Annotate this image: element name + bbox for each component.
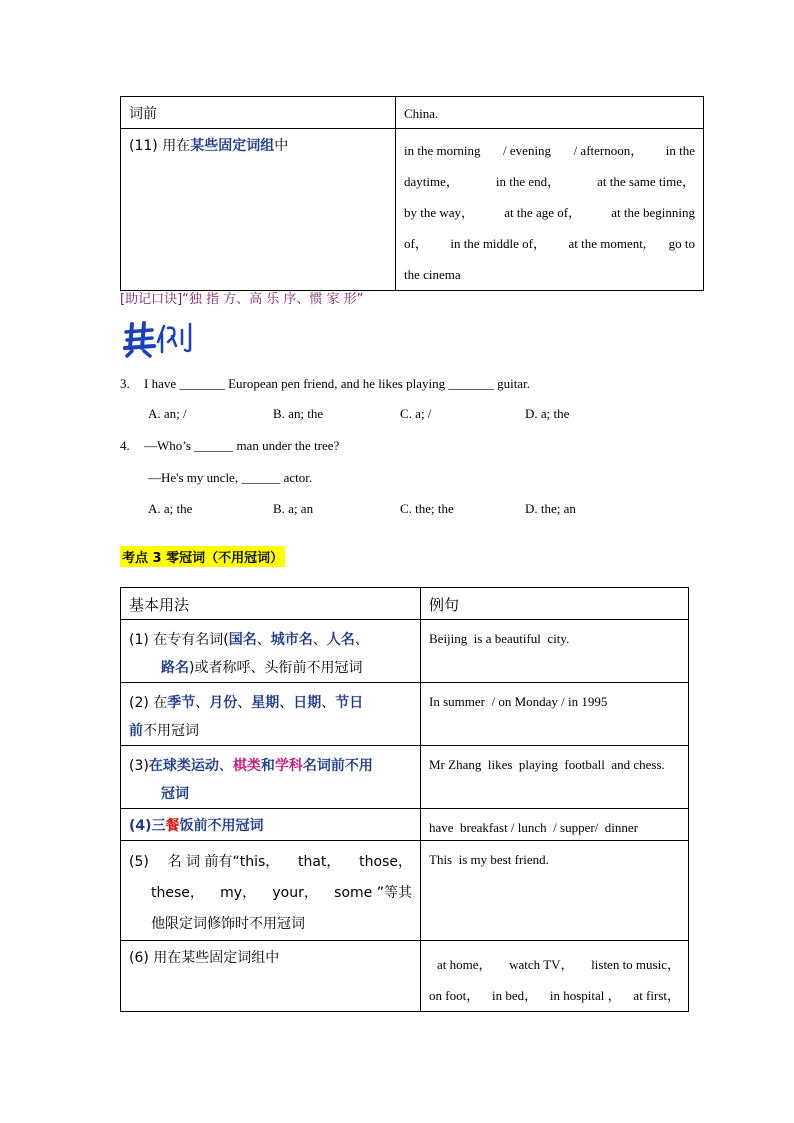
phrase: in the middle of， <box>450 236 547 251</box>
example-line <box>429 980 680 1011</box>
phrase: in the <box>665 143 695 158</box>
table-cell <box>121 620 421 683</box>
header-usage: 基本用法 <box>129 596 190 614</box>
table-row <box>121 620 689 683</box>
option-c[interactable]: C. a; / <box>400 406 432 421</box>
example-logo-icon <box>122 318 202 358</box>
example-line <box>404 228 695 259</box>
phrase: the cinema <box>404 267 461 282</box>
text: your， <box>272 885 318 901</box>
header-example: 例句 <box>429 596 460 614</box>
phrase: at home， <box>437 957 492 972</box>
mnemonic-label: [助记口诀] <box>120 292 183 307</box>
keyword: 冠词 <box>161 786 189 802</box>
keyword: (4) <box>129 818 152 834</box>
usage-line <box>129 909 412 940</box>
text: 他限定词修饰时不用冠词 <box>151 916 305 932</box>
text: those， <box>359 854 412 870</box>
phrase: at first， <box>633 988 680 1003</box>
keyword: 饭前不用冠词 <box>179 818 264 834</box>
keyword: 月份 <box>209 695 238 711</box>
question-3 <box>120 376 720 430</box>
text: 、 <box>237 695 252 711</box>
usage-text: (6) 用在某些固定词组中 <box>129 950 280 966</box>
keyword: 名词前不用 <box>302 758 373 774</box>
usage-text <box>129 847 412 940</box>
table-row <box>121 841 689 941</box>
example-lines <box>404 135 695 290</box>
text: 、 <box>354 632 369 648</box>
example-line <box>404 166 695 197</box>
table-cell <box>121 97 396 129</box>
mnemonic-text: “独 指 方、高 乐 序、惯 家 形” <box>182 292 364 307</box>
table-cell <box>396 97 704 129</box>
phrase: of， <box>404 236 428 251</box>
text: some ”等其 <box>334 885 412 901</box>
usage-line <box>129 626 412 654</box>
phrase: in bed， <box>491 988 538 1003</box>
usage-suffix: 中 <box>274 138 289 154</box>
table-cell <box>396 129 704 291</box>
example-text: This is my best friend. <box>429 852 549 867</box>
text: that， <box>297 854 341 870</box>
phrase: at the same time， <box>597 174 695 189</box>
usage-text: 词前 <box>129 106 157 122</box>
table-header-cell <box>421 588 689 620</box>
table-cell <box>121 129 396 291</box>
usage-line <box>129 752 412 780</box>
table-row <box>121 683 689 746</box>
text: 、 <box>256 632 271 648</box>
usage-line <box>129 654 412 682</box>
phrase: in the end， <box>495 174 561 189</box>
example-text: Mr Zhang likes playing football and chess. <box>429 757 665 772</box>
phrase: at the beginning <box>611 205 695 220</box>
text: 不用冠词 <box>143 723 199 739</box>
question-stem-2 <box>120 470 720 494</box>
keyword: 路名 <box>161 660 189 676</box>
keyword: 前 <box>129 723 143 739</box>
example-logo <box>122 318 202 358</box>
table-cell <box>121 746 421 809</box>
keyword: 三 <box>151 818 166 834</box>
keyword: 城市名 <box>270 632 313 648</box>
usage-line <box>129 689 412 717</box>
option-b[interactable]: B. a; an <box>273 501 314 516</box>
question-text: —He's my uncle, ______ actor. <box>148 470 313 485</box>
example-text: In summer / on Monday / in 1995 <box>429 694 608 709</box>
text: (1) 在专有名词( <box>129 632 229 648</box>
table-cell <box>421 746 689 809</box>
text: 、 <box>321 695 336 711</box>
phrase: in the morning <box>404 143 481 158</box>
usage-line <box>129 847 412 878</box>
option-d[interactable]: D. the; an <box>525 501 576 516</box>
keyword: 国名 <box>228 632 257 648</box>
phrase: watch TV， <box>509 957 574 972</box>
table-header-cell <box>121 588 421 620</box>
text: my， <box>220 885 257 901</box>
text: 、 <box>218 758 233 774</box>
table-cell <box>421 683 689 746</box>
option-c[interactable]: C. the; the <box>400 501 454 516</box>
text: )或者称呼、头衔前不用冠词 <box>189 660 363 676</box>
mnemonic <box>120 288 363 307</box>
phrase: daytime， <box>404 174 459 189</box>
phrase: at the moment, <box>568 236 647 251</box>
option-a[interactable]: A. a; the <box>148 501 193 516</box>
example-line <box>404 259 695 290</box>
table-row <box>121 746 689 809</box>
keyword: 和 <box>260 758 275 774</box>
usage-text <box>129 815 412 835</box>
table-row <box>121 129 704 291</box>
keyword: 星期 <box>251 695 280 711</box>
question-4 <box>120 438 720 525</box>
text: 、 <box>195 695 210 711</box>
option-b[interactable]: B. an; the <box>273 406 324 421</box>
phrase: at the age of， <box>504 205 582 220</box>
usage-line <box>129 780 412 808</box>
table-fixed-phrases <box>120 96 704 291</box>
table-row <box>121 809 689 841</box>
usage-text <box>129 626 412 682</box>
text: (2) 在 <box>129 695 168 711</box>
question-options <box>120 406 720 430</box>
keyword: 人名 <box>326 632 355 648</box>
table-cell <box>421 941 689 1012</box>
usage-text <box>129 138 288 154</box>
section-title: 考点 3 零冠词（不用冠词） <box>120 546 285 567</box>
example-text: China. <box>404 106 439 121</box>
phrase: by the way， <box>404 205 475 220</box>
question-text: I have _______ European pen friend, and he likes playing _______ guitar. <box>144 376 530 391</box>
table-header-row <box>121 588 689 620</box>
table-row <box>121 941 689 1012</box>
usage-line <box>129 878 412 909</box>
keyword: 节日 <box>335 695 364 711</box>
text: 、 <box>312 632 327 648</box>
table-cell <box>121 683 421 746</box>
example-line <box>404 197 695 228</box>
phrase: in hospital ， <box>549 988 621 1003</box>
table-cell <box>421 620 689 683</box>
usage-prefix: (11) 用在 <box>129 138 191 154</box>
keyword: 学科 <box>274 758 303 774</box>
table-zero-article <box>120 587 689 1012</box>
usage-text <box>129 752 412 808</box>
example-lines <box>429 949 680 1011</box>
option-d[interactable]: D. a; the <box>525 406 570 421</box>
keyword: 棋类 <box>232 758 261 774</box>
text: (3) <box>129 758 149 774</box>
example-text: Beijing is a beautiful city. <box>429 631 570 646</box>
example-line <box>429 949 680 980</box>
table-cell <box>121 841 421 941</box>
phrase: / afternoon， <box>573 143 644 158</box>
phrase: go to <box>668 236 695 251</box>
table-cell <box>421 809 689 841</box>
question-number: 4. <box>120 438 130 453</box>
question-text: —Who’s ______ man under the tree? <box>144 438 340 453</box>
usage-keyword: 某些固定词组 <box>190 138 275 154</box>
table-cell <box>421 841 689 941</box>
phrase: on foot， <box>429 988 480 1003</box>
phrase: listen to music， <box>591 957 680 972</box>
example-line <box>404 135 695 166</box>
table-cell <box>121 941 421 1012</box>
phrase: / evening <box>503 143 552 158</box>
text: (5) <box>129 854 149 870</box>
usage-line <box>129 717 412 745</box>
keyword: 季节 <box>167 695 196 711</box>
question-stem <box>120 376 720 400</box>
text: these， <box>151 885 204 901</box>
question-number: 3. <box>120 376 130 391</box>
option-a[interactable]: A. an; / <box>148 406 187 421</box>
keyword: 餐 <box>165 818 180 834</box>
table-cell <box>121 809 421 841</box>
usage-text <box>129 689 412 745</box>
text: 名 词 前有“this， <box>167 854 280 870</box>
keyword: 在球类运动 <box>148 758 219 774</box>
example-text: have breakfast / lunch / supper/ dinner <box>429 820 639 835</box>
question-options <box>120 501 720 525</box>
question-stem <box>120 438 720 462</box>
keyword: 日期 <box>293 695 322 711</box>
text: 、 <box>279 695 294 711</box>
table-row <box>121 97 704 129</box>
